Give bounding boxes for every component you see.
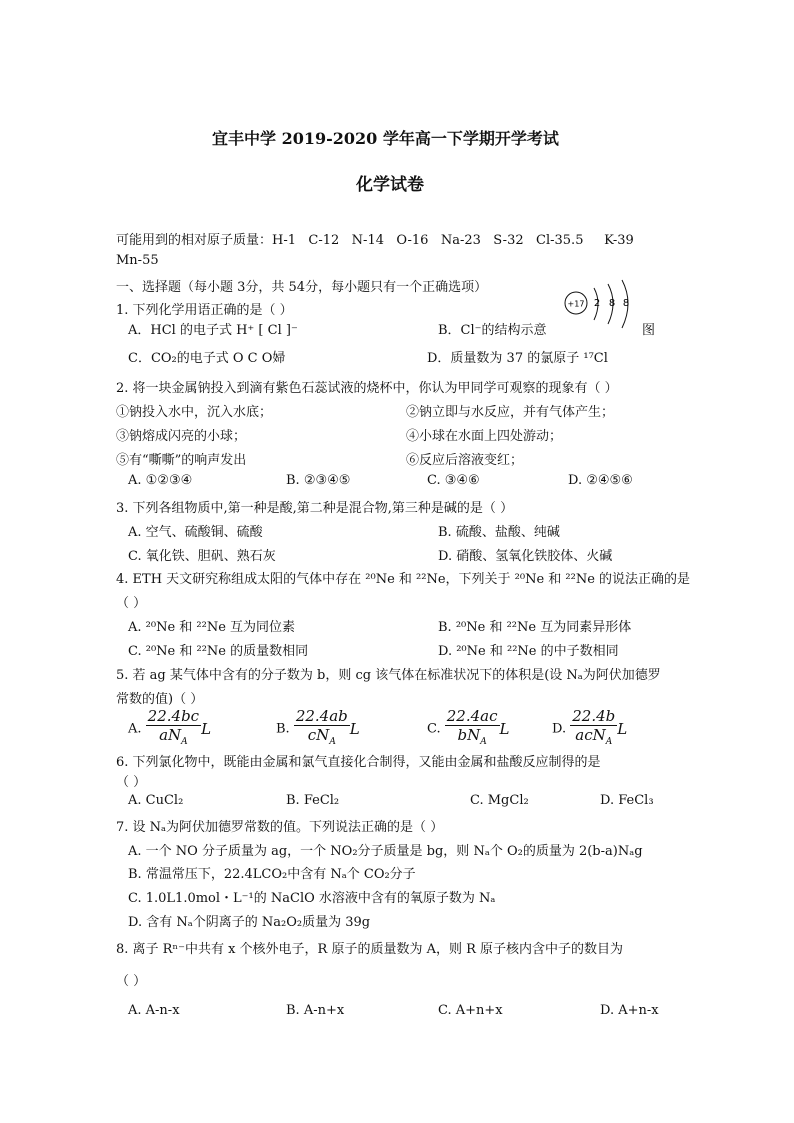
- q5-option-b-unit: L: [349, 720, 360, 738]
- q5-option-a-sub: A: [181, 737, 188, 747]
- q5-stem-2: 常数的值)（ ）: [116, 692, 204, 707]
- q7-option-c: C. 1.0L1.0mol・L⁻¹的 NaClO 水溶液中含有的氧原子数为 Nₐ: [128, 891, 496, 906]
- q1-option-b-tail: 图: [642, 323, 656, 338]
- q2-statement-1: ①钠投入水中，沉入水底；: [116, 405, 273, 420]
- chlorine-ion-structure-diagram: [560, 278, 640, 334]
- q6-paren: （ ）: [116, 775, 147, 790]
- q8-option-a: A. A-n-x: [128, 1003, 180, 1018]
- q6-stem: 6. 下列氯化物中，既能由金属和氯气直接化合制得，又能由金属和盐酸反应制得的是: [116, 755, 601, 770]
- q5-option-d-fraction: [570, 707, 617, 751]
- q3-stem: 3. 下列各组物质中,第一种是酸,第二种是混合物,第三种是碱的是（ ）: [116, 501, 514, 516]
- q2-statement-6: ⑥反应后溶液变红；: [406, 453, 524, 468]
- q2-statement-5: ⑤有“嘶嘶”的响声发出: [116, 453, 247, 468]
- q4-option-c: C. ²⁰Ne 和 ²²Ne 的质量数相同: [128, 644, 309, 659]
- atomic-masses-line1: 可能用到的相对原子质量：H-1 C-12 N-14 O-16 Na-23 S-32 Cl-35.5 K-39: [116, 233, 634, 248]
- q1-option-a: A．HCl 的电子式 H⁺ [ Cl ]⁻: [128, 323, 298, 338]
- q2-option-c: C. ③④⑥: [427, 473, 480, 488]
- q7-option-d: D. 含有 Nₐ个阴离子的 Na₂O₂质量为 39g: [128, 915, 371, 930]
- q1-option-c: C．CO₂的电子式 O C O婦: [128, 351, 286, 366]
- q5-option-d-numerator: 22.4b: [572, 707, 616, 725]
- q5-option-a-numerator: 22.4bc: [147, 707, 200, 725]
- q5-option-b-denominator: cN: [307, 726, 330, 744]
- q5-option-c: [427, 707, 509, 751]
- q5-option-b-sub: A: [329, 737, 336, 747]
- q5-option-c-letter: C.: [427, 721, 441, 737]
- q5-option-b-letter: B.: [276, 721, 290, 737]
- q5-option-d-sub: A: [605, 737, 613, 747]
- q7-stem: 7. 设 Nₐ为阿伏加德罗常数的值。下列说法正确的是（ ）: [116, 820, 444, 835]
- q5-option-c-sub: A: [480, 737, 487, 747]
- q4-option-d: D. ²⁰Ne 和 ²²Ne 的中子数相同: [438, 644, 619, 659]
- q2-stem: 2. 将一块金属钠投入到滴有紫色石蕊试液的烧杯中，你认为甲同学可观察的现象有（ ）: [116, 381, 618, 396]
- q6-option-d: D. FeCl₃: [600, 793, 654, 808]
- q5-stem: 5. 若 ag 某气体中含有的分子数为 b，则 cg 该气体在标准状况下的体积是(设 Nₐ为阿伏加德罗: [116, 668, 661, 683]
- q4-stem: 4. ETH 天文研究称组成太阳的气体中存在 ²⁰Ne 和 ²²Ne，下列关于 ²⁰Ne 和 ²²Ne 的说法正确的是: [116, 572, 691, 587]
- diagram-nucleus: +17: [567, 299, 585, 309]
- q5-option-d-unit: L: [617, 720, 628, 738]
- q3-option-d: D. 硝酸、氢氧化铁胶体、火碱: [438, 549, 613, 564]
- q8-paren: （ ）: [116, 974, 147, 989]
- section-heading: 一、选择题（每小题 3分，共 54分，每小题只有一个正确选项）: [116, 280, 488, 295]
- q8-option-d: D. A+n-x: [600, 1003, 659, 1018]
- q5-option-a-denominator: aN: [159, 726, 182, 744]
- q5-option-b: [276, 707, 360, 751]
- q4-option-b: B. ²⁰Ne 和 ²²Ne 互为同素异形体: [438, 620, 632, 635]
- q5-option-a-unit: L: [201, 720, 212, 738]
- q5-option-a-fraction: [146, 707, 201, 751]
- q1-option-b: B．Cl⁻的结构示意: [438, 323, 547, 338]
- q7-option-b: B. 常温常压下，22.4LCO₂中含有 Nₐ个 CO₂分子: [128, 867, 416, 882]
- q5-option-d-letter: D.: [552, 721, 567, 737]
- q1-option-d: D．质量数为 37 的氯原子 ¹⁷Cl: [427, 351, 608, 366]
- q2-statement-2: ②钠立即与水反应，并有气体产生；: [406, 405, 615, 420]
- q7-option-a: A. 一个 NO 分子质量为 ag，一个 NO₂分子质量是 bg，则 Nₐ个 O₂的质量为 2(b-a)Nₐg: [128, 844, 643, 859]
- q5-option-a: [128, 707, 211, 751]
- q2-option-b: B. ②③④⑤: [286, 473, 351, 488]
- q6-option-c: C. MgCl₂: [470, 793, 529, 808]
- q5-option-c-denominator: bN: [457, 726, 481, 744]
- q8-option-c: C. A+n+x: [438, 1003, 503, 1018]
- q5-option-d-denominator: acN: [575, 726, 606, 744]
- atomic-masses-line2: Mn-55: [116, 253, 159, 268]
- q3-option-c: C. 氧化铁、胆矾、熟石灰: [128, 549, 276, 564]
- diagram-shell-1: 2: [593, 298, 601, 309]
- q2-statement-4: ④小球在水面上四处游动；: [406, 429, 563, 444]
- q5-option-b-fraction: [294, 707, 350, 751]
- q5-option-c-numerator: 22.4ac: [446, 707, 498, 725]
- q2-option-a: A. ①②③④: [128, 473, 193, 488]
- q4-paren: （ ）: [116, 596, 147, 611]
- q5-option-b-numerator: 22.4ab: [295, 707, 348, 725]
- q4-option-a: A. ²⁰Ne 和 ²²Ne 互为同位素: [128, 620, 296, 635]
- q5-option-c-unit: L: [499, 720, 510, 738]
- q3-option-a: A. 空气、硫酸铜、硫酸: [128, 525, 263, 540]
- q8-stem: 8. 离子 Rⁿ⁻中共有 x 个核外电子，R 原子的质量数为 A，则 R 原子核内含中子的数目为: [116, 942, 624, 957]
- q5-option-d: [552, 707, 627, 751]
- q2-statement-3: ③钠熔成闪亮的小球；: [116, 429, 247, 444]
- exam-subtitle: 化学试卷: [356, 175, 424, 195]
- q6-option-a: A. CuCl₂: [128, 793, 184, 808]
- diagram-shell-3: 8: [622, 298, 630, 309]
- q6-option-b: B. FeCl₂: [286, 793, 340, 808]
- q2-option-d: D. ②④⑤⑥: [568, 473, 633, 488]
- q5-option-a-letter: A.: [128, 721, 142, 737]
- q5-option-c-fraction: [445, 707, 500, 751]
- q1-stem: 1. 下列化学用语正确的是（ ）: [116, 303, 293, 318]
- exam-title: 宜丰中学 2019-2020 学年高一下学期开学考试: [212, 129, 559, 148]
- q3-option-b: B. 硫酸、盐酸、纯碱: [438, 525, 560, 540]
- diagram-shell-2: 8: [608, 298, 616, 309]
- q8-option-b: B. A-n+x: [286, 1003, 345, 1018]
